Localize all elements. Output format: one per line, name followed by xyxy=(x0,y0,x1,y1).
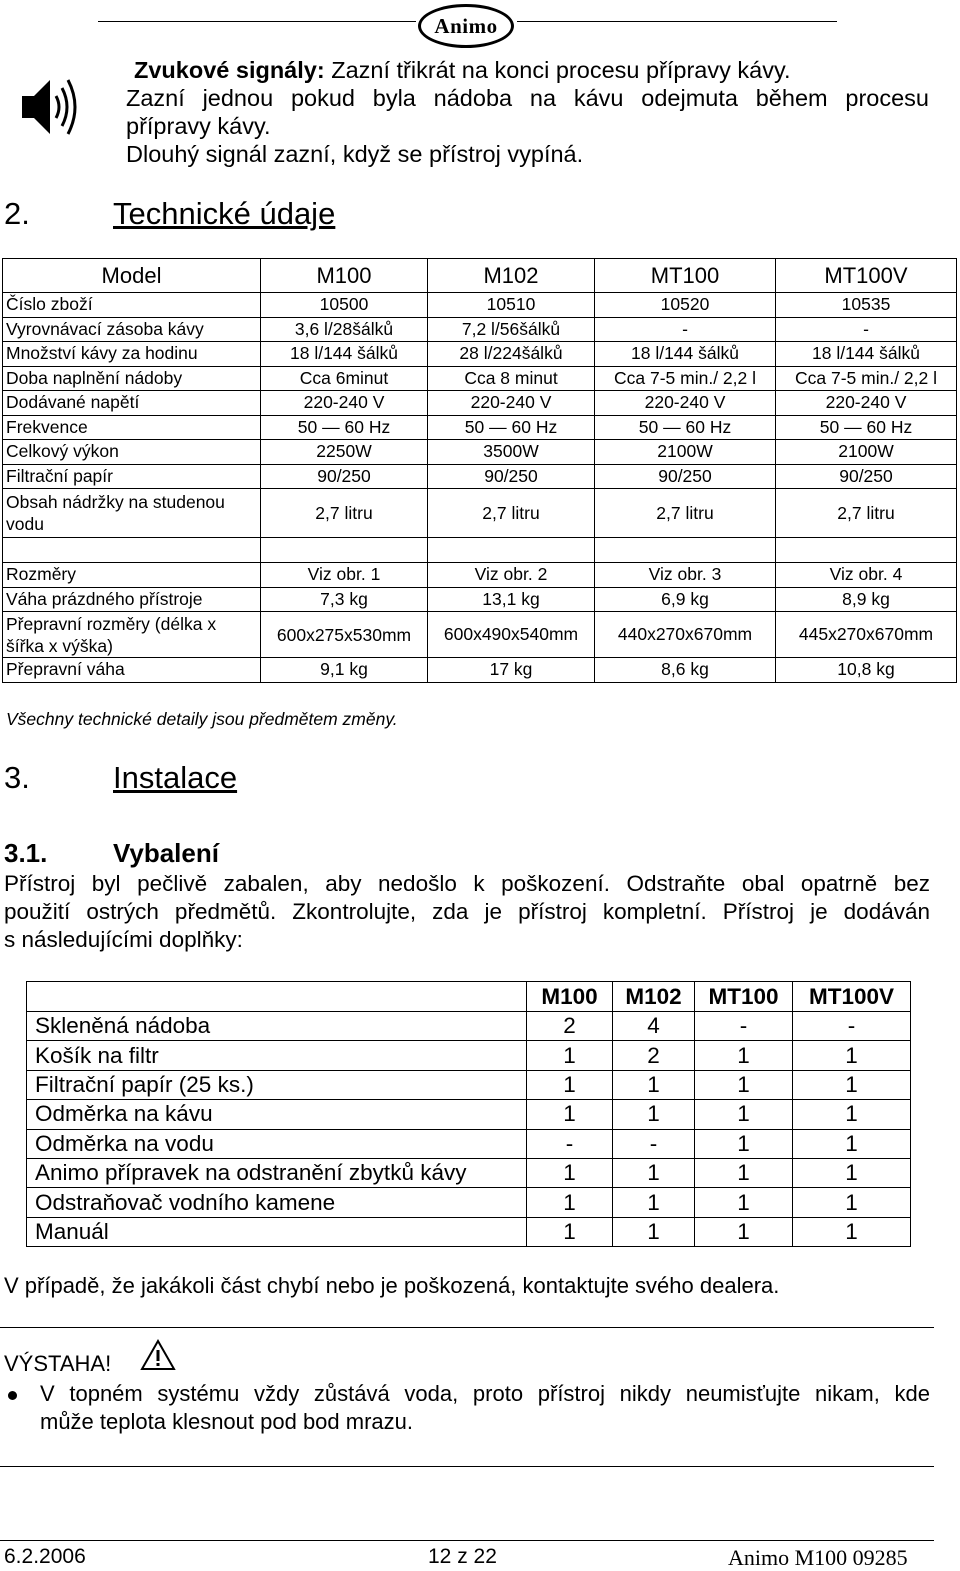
signals-line-2: Zazní jednou pokud byla nádoba na kávu odejmuta během procesu xyxy=(126,85,929,111)
table-row xyxy=(3,587,957,612)
table-cell: 1 xyxy=(793,1100,911,1129)
row-label: Číslo zboží xyxy=(3,293,261,318)
table-cell: 9,1 kg xyxy=(261,658,428,683)
row-label: Skleněná nádoba xyxy=(27,1012,527,1041)
row-label: Manuál xyxy=(27,1217,527,1246)
table-row xyxy=(27,1070,911,1099)
table-cell: 1 xyxy=(695,1041,793,1070)
footer-doc-id: Animo M100 09285 xyxy=(728,1545,908,1570)
table-cell xyxy=(428,538,595,563)
table-cell: 1 xyxy=(695,1100,793,1129)
table-cell: 1 xyxy=(527,1100,613,1129)
table-row xyxy=(3,342,957,367)
table-cell: 1 xyxy=(695,1070,793,1099)
section-2-title: Technické údaje xyxy=(113,196,336,231)
header-cell xyxy=(27,982,527,1012)
divider-rule xyxy=(0,1327,934,1328)
table-row xyxy=(27,1012,911,1041)
table-cell: 1 xyxy=(793,1070,911,1099)
unpack-line-1: Přístroj byl pečlivě zabalen, aby nedošlo k poškození. Odstraňte obal opatrně bez xyxy=(4,871,930,896)
table-cell: 1 xyxy=(695,1158,793,1187)
table-cell: 600x490x540mm xyxy=(428,612,595,658)
row-label: Odměrka na kávu xyxy=(27,1100,527,1129)
signals-label: Zvukové signály: xyxy=(134,57,325,83)
table-cell: 1 xyxy=(527,1041,613,1070)
table-row xyxy=(27,1041,911,1070)
table-cell: 90/250 xyxy=(595,464,776,489)
warning-line-2: může teplota klesnout pod bod mrazu. xyxy=(40,1409,414,1434)
table-cell: 50 — 60 Hz xyxy=(261,415,428,440)
table-cell: 1 xyxy=(613,1217,695,1246)
table-row xyxy=(27,1158,911,1187)
warning-triangle-icon xyxy=(140,1339,176,1371)
header-rule-left xyxy=(98,21,416,22)
missing-parts-note: V případě, že jakákoli část chybí nebo je poškozená, kontaktujte svého dealera. xyxy=(4,1273,780,1298)
speaker-icon xyxy=(20,72,82,142)
header-cell: M102 xyxy=(428,259,595,293)
table-row xyxy=(3,464,957,489)
header-cell: MT100 xyxy=(695,982,793,1012)
table-cell: 18 l/144 šálků xyxy=(776,342,957,367)
header-cell: M102 xyxy=(613,982,695,1012)
table-cell: Viz obr. 3 xyxy=(595,563,776,588)
table-row xyxy=(3,612,957,658)
table-cell: 28 l/224šálků xyxy=(428,342,595,367)
row-label: Doba naplnění nádoby xyxy=(3,366,261,391)
table-cell: - xyxy=(793,1012,911,1041)
row-label: Celkový výkon xyxy=(3,440,261,465)
row-label: Filtrační papír (25 ks.) xyxy=(27,1070,527,1099)
table-cell: 2 xyxy=(527,1012,613,1041)
animo-logo: Animo xyxy=(418,4,514,48)
table-cell: 50 — 60 Hz xyxy=(776,415,957,440)
section-2-number: 2. xyxy=(4,196,30,231)
warning-line-1: V topném systému vždy zůstává voda, proto přístroj nikdy neumisťujte nikam, kde xyxy=(40,1381,930,1406)
table-cell: 1 xyxy=(695,1217,793,1246)
table-cell: 220-240 V xyxy=(428,391,595,416)
section-3-number: 3. xyxy=(4,760,30,795)
table-row xyxy=(3,293,957,318)
table-cell: 90/250 xyxy=(261,464,428,489)
table-cell: 2,7 litru xyxy=(261,489,428,538)
table-row xyxy=(27,1100,911,1129)
table-cell: 2100W xyxy=(595,440,776,465)
header-cell: MT100V xyxy=(776,259,957,293)
section-3-title: Instalace xyxy=(113,760,238,795)
table-cell: 2250W xyxy=(261,440,428,465)
table-cell: 2,7 litru xyxy=(776,489,957,538)
bullet-point xyxy=(8,1391,17,1400)
signals-line-1: Zvukové signály: Zazní třikrát na konci procesu přípravy kávy. xyxy=(134,57,791,83)
table-cell: - xyxy=(527,1129,613,1158)
table-row xyxy=(3,415,957,440)
table-cell xyxy=(595,538,776,563)
table-cell: 2 xyxy=(613,1041,695,1070)
table-cell: 3500W xyxy=(428,440,595,465)
table-cell: 4 xyxy=(613,1012,695,1041)
table-cell: 1 xyxy=(793,1158,911,1187)
table-cell: - xyxy=(595,317,776,342)
header-cell: M100 xyxy=(527,982,613,1012)
table-cell: 1 xyxy=(613,1100,695,1129)
table-cell: - xyxy=(695,1012,793,1041)
table-cell: 1 xyxy=(793,1188,911,1217)
divider-rule xyxy=(0,1466,934,1467)
table-cell: - xyxy=(776,317,957,342)
table-cell: 1 xyxy=(793,1217,911,1246)
table-cell xyxy=(776,538,957,563)
table-cell: 3,6 l/28šálků xyxy=(261,317,428,342)
table-cell: 440x270x670mm xyxy=(595,612,776,658)
table-cell: 1 xyxy=(793,1041,911,1070)
table-cell: 8,6 kg xyxy=(595,658,776,683)
table-row xyxy=(27,1217,911,1246)
table-cell: Cca 8 minut xyxy=(428,366,595,391)
section-3-1-title: Vybalení xyxy=(113,838,219,868)
table-header-row xyxy=(3,259,957,293)
warning-label: VÝSTAHA! xyxy=(4,1351,112,1376)
table-cell: 10535 xyxy=(776,293,957,318)
table-cell: 2100W xyxy=(776,440,957,465)
table-cell: Viz obr. 4 xyxy=(776,563,957,588)
row-label: Košík na filtr xyxy=(27,1041,527,1070)
table-cell: Cca 7-5 min./ 2,2 l xyxy=(595,366,776,391)
table-cell: 2,7 litru xyxy=(428,489,595,538)
header-cell: M100 xyxy=(261,259,428,293)
table-cell: Viz obr. 2 xyxy=(428,563,595,588)
signals-line-4: Dlouhý signál zazní, když se přístroj vypíná. xyxy=(126,141,584,167)
table-cell: 220-240 V xyxy=(595,391,776,416)
footer-rule xyxy=(0,1540,934,1541)
table-row xyxy=(3,563,957,588)
table-cell: 220-240 V xyxy=(261,391,428,416)
header-cell: MT100 xyxy=(595,259,776,293)
table-cell: 1 xyxy=(793,1129,911,1158)
header-rule-right xyxy=(517,21,837,22)
accessories-table xyxy=(26,981,911,1247)
table-cell: 50 — 60 Hz xyxy=(428,415,595,440)
table-cell: 600x275x530mm xyxy=(261,612,428,658)
table-cell: - xyxy=(613,1129,695,1158)
row-label: Množství kávy za hodinu xyxy=(3,342,261,367)
footer-page: 12 z 22 xyxy=(428,1545,497,1568)
table-row xyxy=(27,1188,911,1217)
unpack-line-3: s následujícími doplňky: xyxy=(4,927,243,952)
row-label: Přepravní váha xyxy=(3,658,261,683)
table-cell: Cca 7-5 min./ 2,2 l xyxy=(776,366,957,391)
table-cell: 50 — 60 Hz xyxy=(595,415,776,440)
table-cell: 18 l/144 šálků xyxy=(595,342,776,367)
table-cell: 10520 xyxy=(595,293,776,318)
table-cell: 10510 xyxy=(428,293,595,318)
table-cell: 1 xyxy=(613,1188,695,1217)
table-cell: 1 xyxy=(695,1129,793,1158)
table-cell: 8,9 kg xyxy=(776,587,957,612)
acc-header-row xyxy=(27,982,911,1012)
table-cell: 17 kg xyxy=(428,658,595,683)
header-cell: Model xyxy=(3,259,261,293)
row-label: Obsah nádržky na studenou vodu xyxy=(3,489,261,538)
table-cell: 1 xyxy=(695,1188,793,1217)
table-cell: 445x270x670mm xyxy=(776,612,957,658)
table-cell: 10500 xyxy=(261,293,428,318)
table-cell: 7,3 kg xyxy=(261,587,428,612)
table-cell: 13,1 kg xyxy=(428,587,595,612)
unpack-line-2: použití ostrých předmětů. Zkontrolujte, zda je přístroj kompletní. Přístroj je dodáván xyxy=(4,899,930,924)
table-cell: Cca 6minut xyxy=(261,366,428,391)
table-cell: 90/250 xyxy=(428,464,595,489)
row-label: Filtrační papír xyxy=(3,464,261,489)
table-row xyxy=(3,366,957,391)
table-cell: 1 xyxy=(613,1070,695,1099)
row-label: Přepravní rozměry (délka x šířka x výška) xyxy=(3,612,261,658)
table-row xyxy=(27,1129,911,1158)
row-label: Rozměry xyxy=(3,563,261,588)
table-cell: 18 l/144 šálků xyxy=(261,342,428,367)
technical-data-table xyxy=(2,258,957,683)
row-label: Odstraňovač vodního kamene xyxy=(27,1188,527,1217)
table-cell: 10,8 kg xyxy=(776,658,957,683)
table-row xyxy=(3,440,957,465)
row-label: Animo přípravek na odstranění zbytků kávy xyxy=(27,1158,527,1187)
table-cell: 1 xyxy=(527,1070,613,1099)
table-row xyxy=(3,489,957,538)
header-cell: MT100V xyxy=(793,982,911,1012)
table-cell: 1 xyxy=(527,1158,613,1187)
table-row xyxy=(3,391,957,416)
table-cell: 6,9 kg xyxy=(595,587,776,612)
row-label: Vyrovnávací zásoba kávy xyxy=(3,317,261,342)
table-row xyxy=(3,658,957,683)
table-cell: 90/250 xyxy=(776,464,957,489)
table-cell xyxy=(3,538,261,563)
table-row xyxy=(3,317,957,342)
row-label: Váha prázdného přístroje xyxy=(3,587,261,612)
table-cell xyxy=(261,538,428,563)
tech-note: Všechny technické detaily jsou předmětem změny. xyxy=(6,709,398,729)
table-cell: 220-240 V xyxy=(776,391,957,416)
table-cell: 2,7 litru xyxy=(595,489,776,538)
table-row-blank xyxy=(3,538,957,563)
footer-date: 6.2.2006 xyxy=(4,1545,86,1568)
table-cell: 1 xyxy=(527,1188,613,1217)
table-cell: Viz obr. 1 xyxy=(261,563,428,588)
signals-line-3: přípravy kávy. xyxy=(126,113,271,139)
section-3-1-number: 3.1. xyxy=(4,838,48,868)
row-label: Odměrka na vodu xyxy=(27,1129,527,1158)
table-cell: 7,2 l/56šálků xyxy=(428,317,595,342)
table-cell: 1 xyxy=(527,1217,613,1246)
row-label: Frekvence xyxy=(3,415,261,440)
table-cell: 1 xyxy=(613,1158,695,1187)
row-label: Dodávané napětí xyxy=(3,391,261,416)
